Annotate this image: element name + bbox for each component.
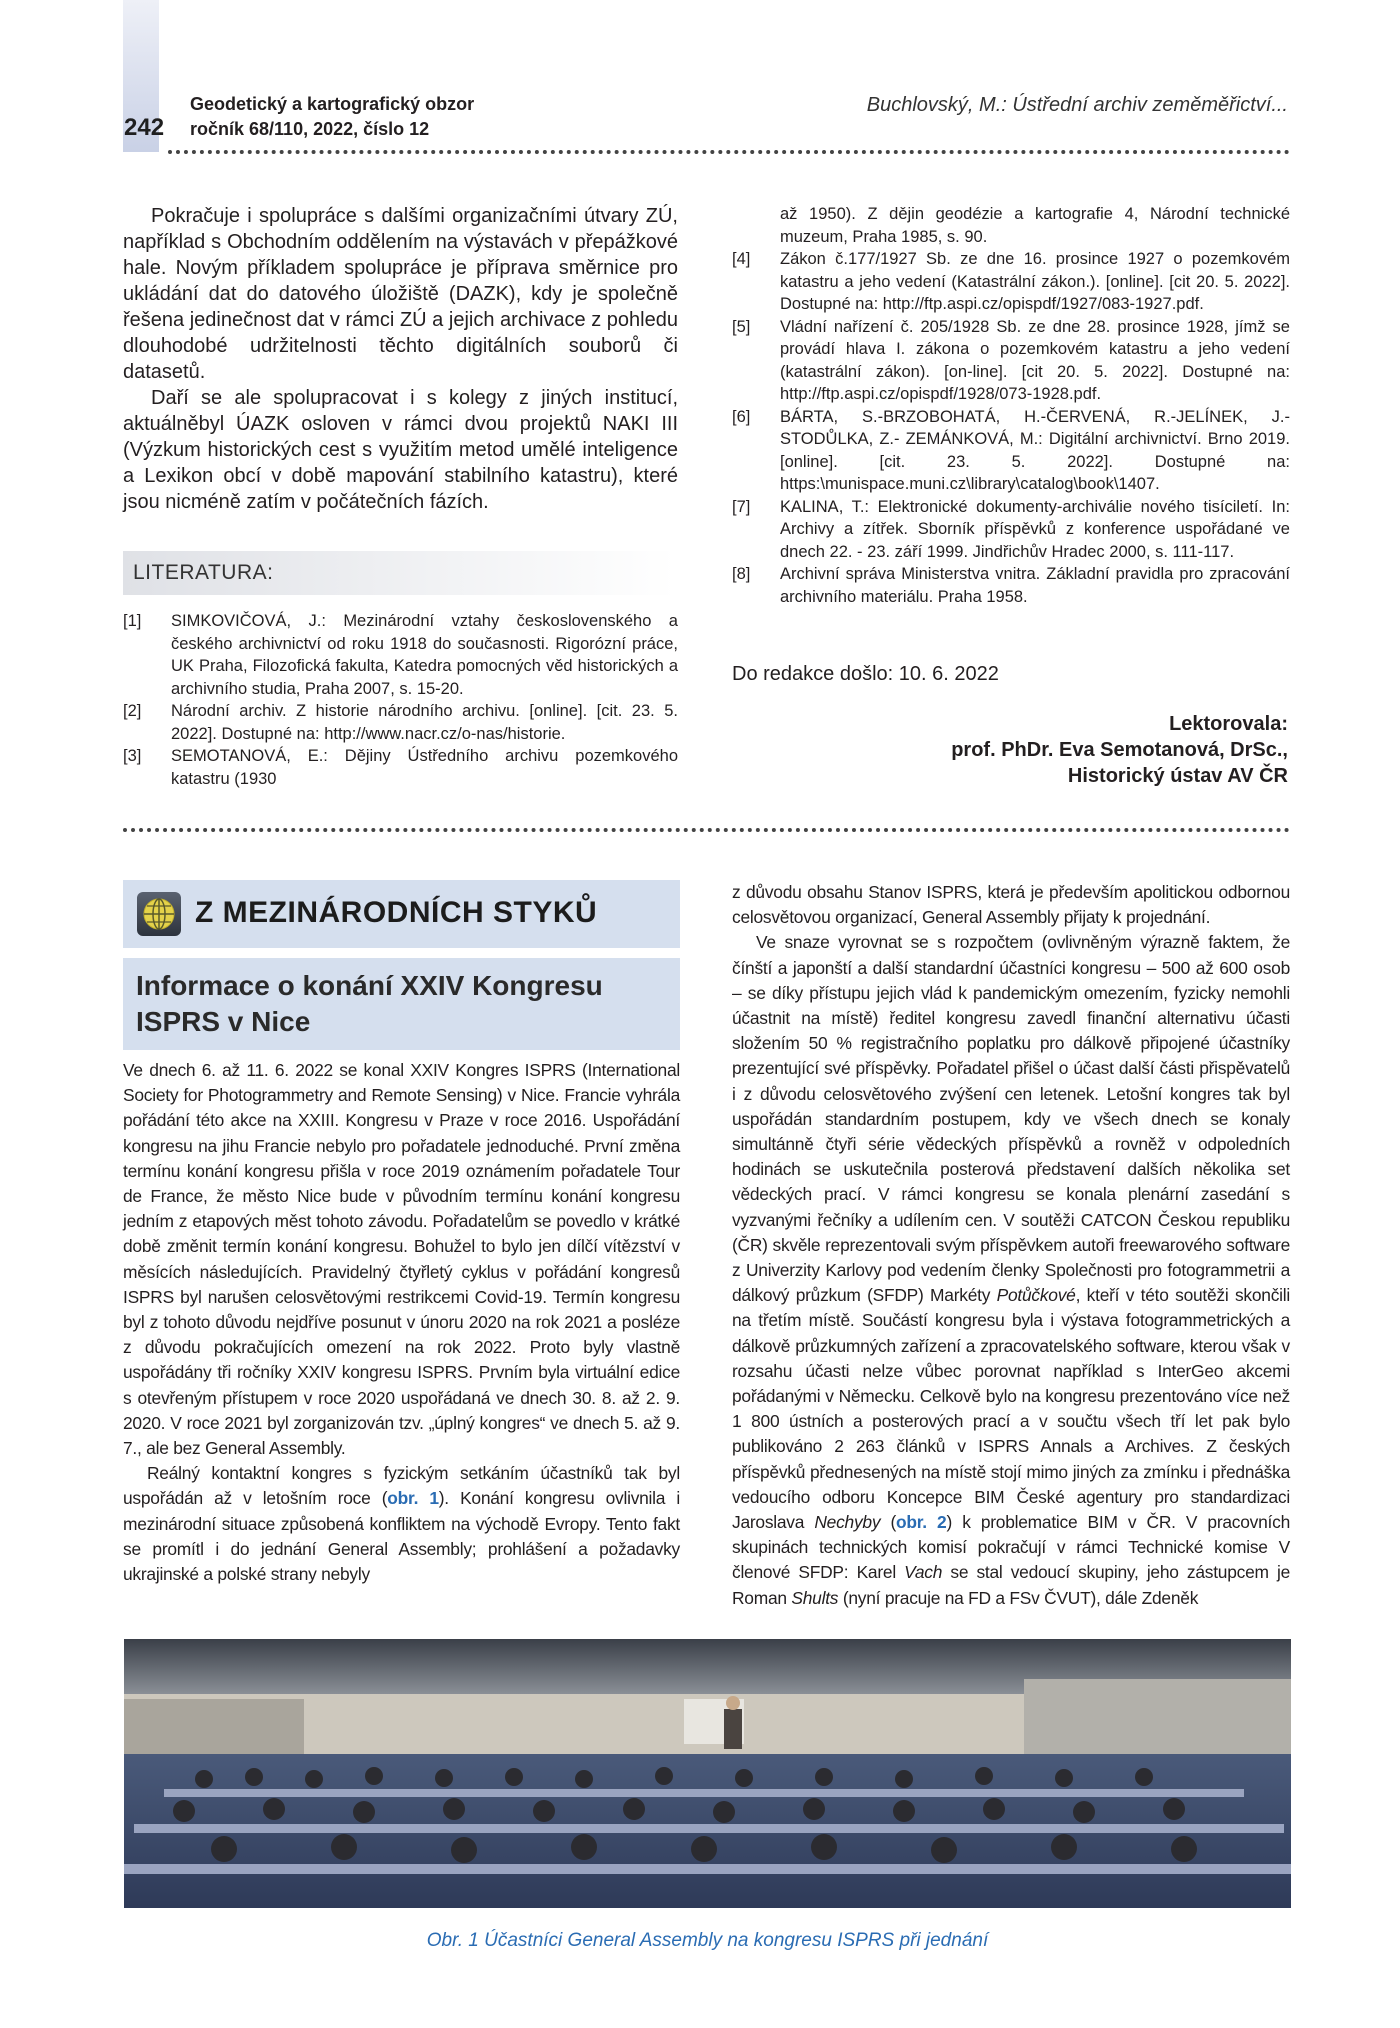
reference-number: [4] xyxy=(732,250,751,268)
received-date: Do redakce došlo: 10. 6. 2022 xyxy=(732,663,999,685)
journal-name: Geodetický a kartografický obzor xyxy=(190,94,475,114)
reference-text: KALINA, T.: Elektronické dokumenty-archiválie nového tisíciletí. In: Archivy a zítřek. Sborník příspěvků z konference uspořádané ve dnech 22. - 23. září 1999. Jindřichův Hradec 2000, s. 111-117. xyxy=(780,497,1290,561)
paragraph xyxy=(123,1461,680,1587)
article-column-right xyxy=(732,880,1290,1611)
text-run: (nyní pracuje na FD a FSv ČVUT), dále Zdeněk xyxy=(838,1587,1199,1608)
text-run: , kteří v této soutěži skončili na třetím místě. Součástí kongresu byla i výstava fotogrammetrických a dálkově průzkumných zařízení a zpracovatelského software, kterou však v rozsahu účasti nelze vůbec porovnat například s InterGeo akcemi pořádanými v Německu. Celkově bylo na kongresu prezentováno více než 1 800 ústních a posterových prací a v součtu všech tří let pak bylo publikováno 2 263 článků v ISPRS Annals a Archives. Z českých příspěvků přednesených na místě stojí mimo jiných za zmínku i přednáška vedoucího odboru Koncepce BIM České agentury pro standardizaci Jaroslava xyxy=(732,1285,1290,1533)
section-divider xyxy=(123,828,1290,832)
reference-item xyxy=(123,745,678,790)
reference-text: BÁRTA, S.-BRZOBOHATÁ, H.-ČERVENÁ, R.-JELÍNEK, J.-STODŮLKA, Z.- ZEMÁNKOVÁ, M.: Digitální archivnictví. Brno 2019. [online]. [cit. 23. 5. 2022]. Dostupné na: https:\munispace.muni.cz\library\catalog\book\1407. xyxy=(780,407,1290,493)
journal-issue: ročník 68/110, 2022, číslo 12 xyxy=(190,119,430,139)
person-name: Shults xyxy=(791,1587,839,1608)
paragraph: z důvodu obsahu Stanov ISPRS, která je především apolitickou odbornou celosvětovou organizací, General Assembly přijaty k projednání. xyxy=(732,882,1290,928)
reviewer-institution: Historický ústav AV ČR xyxy=(1067,765,1288,787)
section-title: Z MEZINÁRODNÍCH STYKŮ xyxy=(195,896,598,929)
reference-list-right xyxy=(732,203,1290,608)
section-banner xyxy=(123,880,680,948)
text-run: Reálný kontaktní kongres s fyzickým setkáním účastníků tak byl uspořádán až v letošním roce ( xyxy=(123,1463,680,1509)
paragraph xyxy=(732,930,1290,1610)
body-column-left xyxy=(123,203,678,515)
reference-item xyxy=(732,406,1290,496)
reference-text: Národní archiv. Z historie národního archivu. [online]. [cit. 23. 5. 2022]. Dostupné na: http://www.nacr.cz/o-nas/historie. xyxy=(171,702,678,743)
reference-number: [8] xyxy=(732,565,751,583)
reference-item xyxy=(732,563,1290,608)
reference-number: [5] xyxy=(732,317,751,336)
reference-number: [1] xyxy=(123,612,142,630)
reference-text: až 1950). Z dějin geodézie a kartografie 4, Národní technické muzeum, Praha 1985, s. 90. xyxy=(780,205,1290,246)
text-run: ( xyxy=(880,1512,896,1533)
literature-heading-bar xyxy=(123,551,676,595)
reference-continuation xyxy=(732,203,1290,248)
text-run: ). Konání kongresu ovlivnila i mezinárodní situace způsobená konfliktem na východě Evropy. Tento fakt se promítl i do jednání General Assembly; prohlášení a požadavky ukrajinské a polské strany nebyly xyxy=(123,1488,680,1585)
text-run: se stal vedoucí skupiny, jeho zástupcem je Roman xyxy=(732,1562,1290,1608)
figure-caption: Obr. 1 Účastníci General Assembly na kongresu ISPRS při jednání xyxy=(426,1930,989,1951)
reference-text: SIMKOVIČOVÁ, J.: Mezinárodní vztahy československého a českého archivnictví od roku 1918 do současnosti. Rigorózní práce, UK Praha, Filozofická fakulta, Katedra pomocných věd historických a archivního studia, Praha 2007, s. 15-20. xyxy=(171,612,678,698)
figure-reference-link[interactable]: obr. 1 xyxy=(387,1488,439,1509)
reference-item xyxy=(732,248,1290,316)
reference-item xyxy=(123,610,678,700)
article-title-box xyxy=(123,958,680,1050)
reference-text: Zákon č.177/1927 Sb. ze dne 16. prosince 1927 o pozemkovém katastru a jeho vedení (Katastrální zákon.). [online]. [cit 20. 5. 2022]. Dostupné na: http://ftp.aspi.cz/opispdf/1927/083-1927.pdf. xyxy=(780,250,1290,313)
person-name: Potůčkové xyxy=(996,1285,1076,1306)
person-name: Vach xyxy=(904,1562,943,1583)
article-column-left xyxy=(123,1058,680,1587)
text-run: ) k problematice BIM v ČR. V pracovních skupinách technických komisí pokračují v rámci Technické komise V členové SFDP: Karel xyxy=(732,1512,1290,1583)
header-divider xyxy=(168,150,1290,154)
running-title: Buchlovský, M.: Ústřední archiv zeměměřictví... xyxy=(866,94,1288,116)
globe-icon xyxy=(137,892,181,936)
literature-heading: LITERATURA: xyxy=(133,561,274,584)
person-name: Nechyby xyxy=(814,1512,881,1533)
article-title: Informace o konání XXIV Kongresu ISPRS v Nice xyxy=(136,970,603,1037)
reviewer-name: prof. PhDr. Eva Semotanová, DrSc., xyxy=(951,739,1288,761)
reference-item xyxy=(123,700,678,745)
paragraph: Ve dnech 6. až 11. 6. 2022 se konal XXIV Kongres ISPRS (International Society for Photogrammetry and Remote Sensing) v Nice. Francie vyhrála pořádání této akce na XXIII. Kongresu v Praze v roce 2016. Uspořádání kongresu na jihu Francie nebylo pro pořadatele jednoduché. První změna termínu konání kongresu přišla v roce 2019 oznámením pořadatele Tour de France, že město Nice bude v původním termínu konání kongresu jedním z etapových měst tohoto závodu. Pořadatelům se povedlo v krátké době změnit termín konání kongresu. Bohužel to bylo jen dílčí vítězství v měsících následujících. Pravidelný čtyřletý cyklus v pořádání kongresů ISPRS byl narušen celosvětovými restrikcemi Covid-19. Termín kongresu byl z tohoto důvodu nejdříve posunut v únoru 2020 na rok 2021 a posléze z důvodu pokračujících omezení na rok 2022. Proto byly vlastně uspořádány tři ročníky XXIV kongresu ISPRS. Prvním byla virtuální edice s otevřeným přístupem v roce 2020 uspořádaná ve dnech 30. 8. až 2. 9. 2020. V roce 2021 byl zorganizován tzv. „úplný kongres“ ve dnech 5. až 9. 7., ale bez General Assembly. xyxy=(123,1060,680,1459)
reference-text: SEMOTANOVÁ, E.: Dějiny Ústředního archivu pozemkového katastru (1930 xyxy=(171,747,678,788)
reference-number: [6] xyxy=(732,407,751,426)
reference-item xyxy=(732,496,1290,564)
reviewer-label: Lektorovala: xyxy=(1169,713,1288,735)
reference-number: [7] xyxy=(732,497,751,516)
paragraph: Daří se ale spolupracovat i s kolegy z jiných institucí, aktuálněbyl ÚAZK osloven v rámci dvou projektů NAKI III (Výzkum historických cest s využitím metod umělé inteligence a Lexikon obcí v době mapování stabilního katastru), které jsou nicméně zatím v počátečních fázích. xyxy=(123,387,678,513)
reference-text: Vládní nařízení č. 205/1928 Sb. ze dne 28. prosince 1928, jímž se provádí hlava I. zákona o pozemkovém katastru a jeho vedení (katastrální zákon). [on-line]. [cit 20. 5. 2022]. Dostupné na: http://ftp.aspi.cz/opispdf/1928/073-1928.pdf. xyxy=(780,317,1290,403)
reference-text: Archivní správa Ministerstva vnitra. Základní pravidla pro zpracování archivního materiálu. Praha 1958. xyxy=(780,565,1290,606)
conference-photo xyxy=(124,1639,1291,1908)
figure-reference-link[interactable]: obr. 2 xyxy=(896,1512,947,1533)
text-run: Ve snaze vyrovnat se s rozpočtem (ovlivněným výrazně faktem, že čínští a japonští a další standardní účastníci kongresu – 500 až 600 osob – se díky přístupu jejich vlád k pandemickým omezením, fyzicky nemohli účastnit na místě) ředitel kongresu zavedl finanční alternativu účasti složením 50 % registračního poplatku pro dálkově připojené účastníky prezentující své příspěvky. Pořadatel přišel o účast další části přispěvatelů i z důvodu celosvětového zvýšení cen letenek. Letošní kongres tak byl uspořádán standardním postupem, kdy ve všech dnech se konaly simultánně čtyři série vědeckých příspěvků a rovněž v odpoledních hodinách se uskutečnila posterová představení dalších několika set vědeckých prací. V rámci kongresu se konala plenární zasedání s vyzvanými řečníky a udílením cen. V soutěži CATCON Českou republiku (ČR) skvěle reprezentovali svým příspěvkem autoři freewarového software z Univerzity Karlovy pod vedením členky Společnosti pro fotogrammetrii a dálkový průzkum (SFDP) Markéty xyxy=(732,932,1290,1306)
reference-number: [3] xyxy=(123,747,142,765)
reference-item xyxy=(732,316,1290,406)
page-number: 242 xyxy=(124,114,165,141)
reference-number: [2] xyxy=(123,702,142,720)
reference-list-left xyxy=(123,610,678,790)
paragraph: Pokračuje i spolupráce s dalšími organizačními útvary ZÚ, například s Obchodním oddělením na výstavách v přepážkové hale. Novým příkladem spolupráce je příprava směrnice pro ukládání dat do datového úložiště (DAZK), kdy je společně řešena jedinečnost dat v rámci ZÚ a jejich archivace z pohledu dlouhodobé udržitelnosti těchto digitálních souborů či datasetů. xyxy=(123,205,678,383)
